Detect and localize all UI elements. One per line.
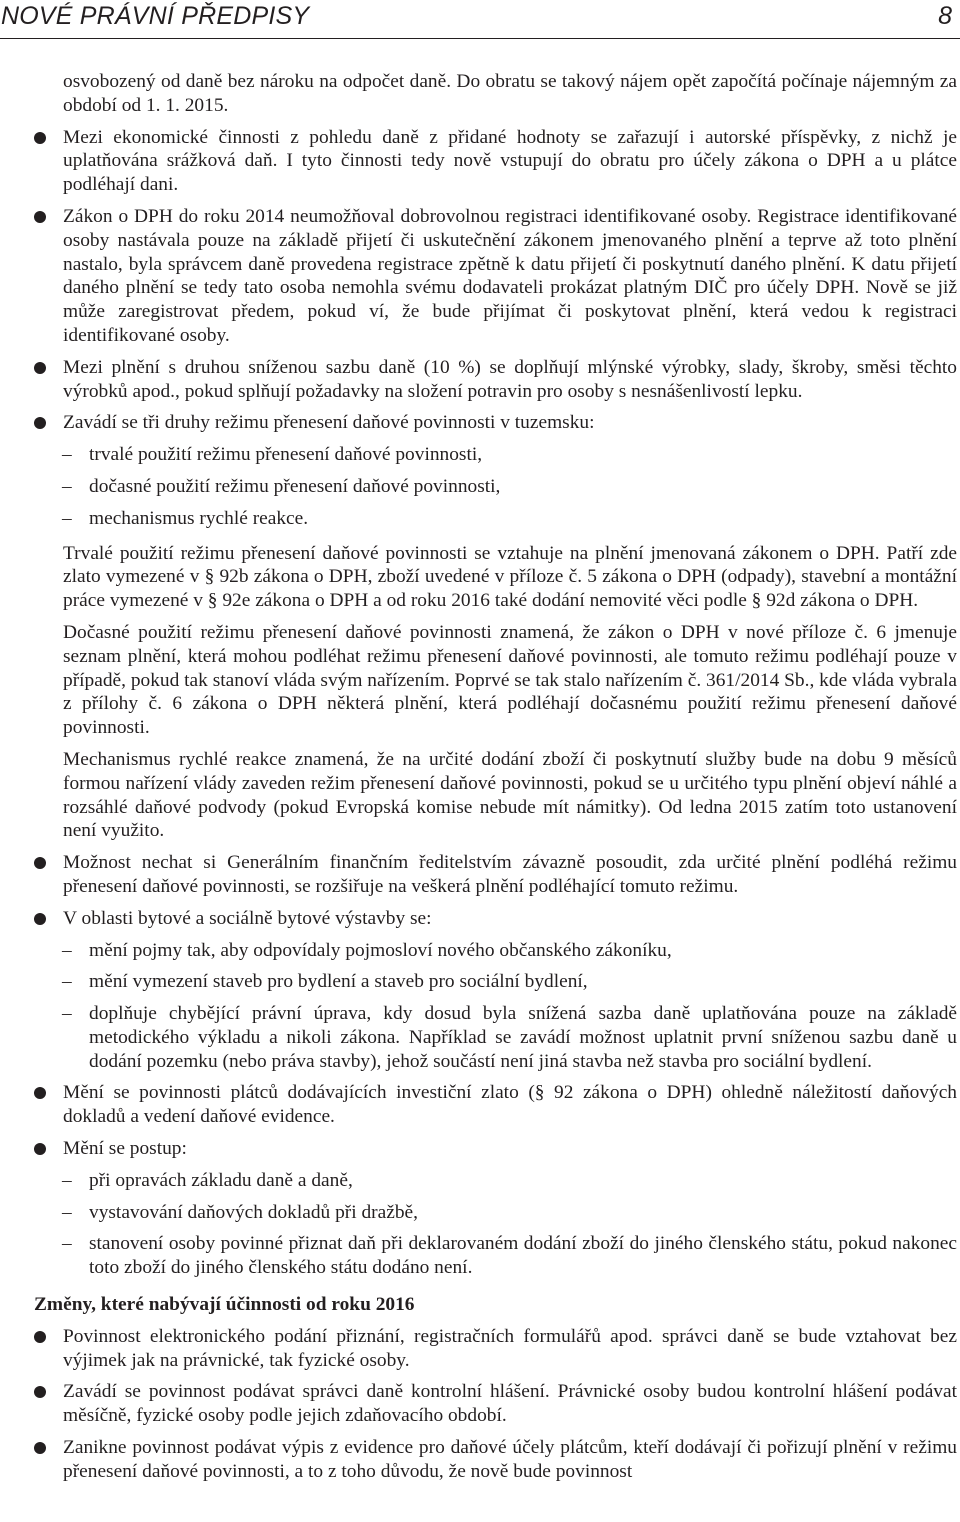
dash-item: – dočasné použití režimu přenesení daňové povinnosti, [0, 475, 960, 499]
bullet-item: Mění se povinnosti plátců dodávajících investiční zlato (§ 92 zákona o DPH) ohledně náležitostí daňových dokladů a vedení daňové evidence. [0, 1081, 960, 1129]
paragraph: Dočasné použití režimu přenesení daňové povinnosti znamená, že zákon o DPH v nové příloze č. 6 jmenuje seznam plnění, která mohou podléhat režimu přenesení daňové povinnosti, ale tomuto režimu podléhají pouze v případě, pokud tak stanoví vláda svým nařízením. Poprvé se tak stalo nařízením č. 361/2014 Sb., kde vláda vybrala z přílohy č. 6 zákona o DPH některá plnění, která podléhají dočasnému použití režimu přenesení daňové povinnosti. [63, 621, 957, 739]
dash-item: – doplňuje chybějící právní úprava, kdy dosud byla snížená sazba daně uplatňována pouze na základě metodického výkladu a nikoli zákona. Například se zavádí možnost uplatnit první sníženou sazbu daně u dodání pozemku (nebo práva stavby), jehož součástí není jiná stavba než stavba pro sociální bydlení. [0, 1002, 960, 1073]
section-heading: Změny, které nabývají účinnosti od roku 2016 [34, 1294, 415, 1316]
bullet-item: Zanikne povinnost podávat výpis z evidence pro daňové účely plátcům, kteří dodávají či pořizují plnění v režimu přenesení daňové povinnosti, a to z toho důvodu, že nově bude povinnost [0, 1436, 960, 1484]
dash-item: – trvalé použití režimu přenesení daňové povinnosti, [0, 443, 960, 467]
bullet-item: Možnost nechat si Generálním finančním ředitelstvím závazně posoudit, zda určité plnění podléhá režimu přenesení daňové povinnosti, se rozšiřuje na veškerá plnění podléhající tomuto režimu. [0, 851, 960, 899]
dash-item: – při opravách základu daně a daně, [0, 1169, 960, 1193]
page-number: 8 [938, 2, 952, 30]
article-body [0, 70, 960, 1484]
bullet-item: Zavádí se tři druhy režimu přenesení daňové povinnosti v tuzemsku: [0, 411, 960, 435]
bullet-item: V oblasti bytové a sociálně bytové výstavby se: [0, 907, 960, 931]
bullet-item: Mění se postup: [0, 1137, 960, 1161]
bullet-item: Zavádí se povinnost podávat správci daně kontrolní hlášení. Právnické osoby budou kontrolní hlášení podávat měsíčně, fyzické osoby podle jejich zdaňovacího období. [0, 1380, 960, 1428]
header-title: NOVÉ PRÁVNÍ PŘEDPISY [1, 2, 310, 30]
dash-item: – stanovení osoby povinné přiznat daň při deklarovaném dodání zboží do jiného členského státu, pokud nakonec toto zboží do jiného členského státu dodáno není. [0, 1232, 960, 1280]
page-header [0, 0, 960, 39]
bullet-item: Povinnost elektronického podání přiznání, registračních formulářů apod. správci daně se bude vztahovat bez výjimek jak na právnické, tak fyzické osoby. [0, 1325, 960, 1373]
paragraph: Mechanismus rychlé reakce znamená, že na určité dodání zboží či poskytnutí služby bude na dobu 9 měsíců formou nařízení vlády zaveden režim přenesení daňové povinnosti, pokud se u určitého typu plnění objeví náhlé a rozsáhlé daňové podvody (pokud Evropská komise nebude mít námitky). Od ledna 2015 zatím toto ustanovení není využito. [63, 748, 957, 842]
bullet-item: Mezi plnění s druhou sníženou sazbu daně (10 %) se doplňují mlýnské výrobky, slady, škroby, směsi těchto výrobků apod., pokud splňují požadavky na složení potravin pro osoby s nesnášenlivostí lepku. [0, 356, 960, 404]
paragraph: Trvalé použití režimu přenesení daňové povinnosti se vztahuje na plnění jmenovaná zákonem o DPH. Patří zde zlato vymezené v § 92b zákona o DPH, zboží uvedené v příloze č. 5 zákona o DPH (odpady), stavební a montážní práce vymezené v § 92e zákona o DPH a od roku 2016 také dodání nemovité věci podle § 92d zákona o DPH. [63, 542, 957, 612]
dash-item: – vystavování daňových dokladů při dražbě, [0, 1201, 960, 1225]
bullet-item: Zákon o DPH do roku 2014 neumožňoval dobrovolnou registraci identifikované osoby. Registrace identifikované osoby nastávala pouze na základě přijetí či uskutečnění zákonem jmenovaného plnění a teprve až toto plnění nastalo, byla správcem daně provedena registrace zpětně k datu přijetí či poskytnutí daného plnění. K datu přijetí daného plnění se tedy tato osoba nemohla svému dodavateli prokázat platným DIČ pro účely DPH. Nově se již může zaregistrovat předem, pokud ví, že bude přijímat či poskytovat plnění, která vedou k registraci identifikované osoby. [0, 205, 960, 348]
dash-item: – mění vymezení staveb pro bydlení a staveb pro sociální bydlení, [0, 970, 960, 994]
dash-item: – mechanismus rychlé reakce. [0, 507, 960, 531]
dash-item: – mění pojmy tak, aby odpovídaly pojmosloví nového občanského zákoníku, [0, 939, 960, 963]
paragraph: osvobozený od daně bez nároku na odpočet daně. Do obratu se takový nájem opět započítá počínaje nájemným za období od 1. 1. 2015. [63, 71, 957, 116]
bullet-item: Mezi ekonomické činnosti z pohledu daně z přidané hodnoty se zařazují i autorské příspěvky, z nichž je uplatňována srážková daň. I tyto činnosti tedy nově vstupují do obratu pro účely zákona o DPH a u plátce podléhají dani. [0, 126, 960, 197]
